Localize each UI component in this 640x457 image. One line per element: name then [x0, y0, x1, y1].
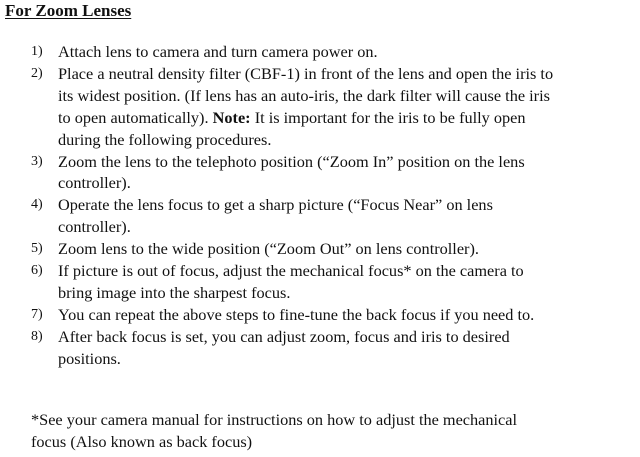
step-7 — [0, 304, 640, 326]
step-text-line: positions. — [58, 348, 121, 368]
step-text-line: If picture is out of focus, adjust the mechanical focus* on the camera to — [58, 261, 524, 281]
procedure-steps-list — [0, 41, 640, 370]
step-number: 5) — [31, 241, 43, 257]
step-text-line: during the following procedures. — [58, 129, 272, 149]
step-6 — [0, 260, 640, 304]
step-4 — [0, 194, 640, 238]
step-number: 8) — [31, 328, 43, 344]
step-text-line: Zoom the lens to the telephoto position (“Zoom In” position on the lens — [58, 151, 525, 171]
step-text-line — [58, 107, 636, 129]
step-text-line: After back focus is set, you can adjust zoom, focus and iris to desired — [58, 326, 510, 346]
step-number: 7) — [31, 306, 43, 322]
step-text-line: its widest position. (If lens has an auto-iris, the dark filter will cause the iris — [58, 85, 550, 105]
step-text-line: Operate the lens focus to get a sharp picture (“Focus Near” on lens — [58, 195, 493, 215]
step-5 — [0, 238, 640, 260]
step-text-line: Attach lens to camera and turn camera power on. — [58, 42, 378, 61]
step-text-segment: It is important for the iris to be fully open — [254, 107, 526, 127]
step-number: 3) — [31, 153, 43, 169]
footnote — [31, 409, 517, 453]
footnote-line: focus (Also known as back focus) — [31, 432, 253, 451]
step-text-line: controller). — [58, 217, 131, 237]
step-number: 2) — [31, 65, 43, 81]
step-number: 4) — [31, 197, 43, 213]
step-text-line: Place a neutral density filter (CBF-1) in front of the lens and open the iris to — [58, 63, 554, 83]
step-number: 1) — [31, 44, 43, 59]
note-label: Note: — [212, 107, 251, 127]
step-text-line: Zoom lens to the wide position (“Zoom Out” on lens controller). — [58, 239, 479, 259]
step-text-line: bring image into the sharpest focus. — [58, 282, 291, 302]
footnote-line: *See your camera manual for instructions on how to adjust the mechanical — [31, 410, 518, 429]
step-text-line: You can repeat the above steps to fine-tune the back focus if you need to. — [58, 304, 535, 324]
step-2 — [0, 63, 640, 151]
step-text-line: controller). — [58, 173, 131, 193]
step-8 — [0, 326, 640, 370]
step-number: 6) — [31, 263, 43, 279]
step-text-segment: to open automatically). — [58, 107, 209, 127]
step-3 — [0, 151, 640, 195]
section-heading: For Zoom Lenses — [5, 1, 132, 20]
step-1 — [0, 41, 640, 63]
